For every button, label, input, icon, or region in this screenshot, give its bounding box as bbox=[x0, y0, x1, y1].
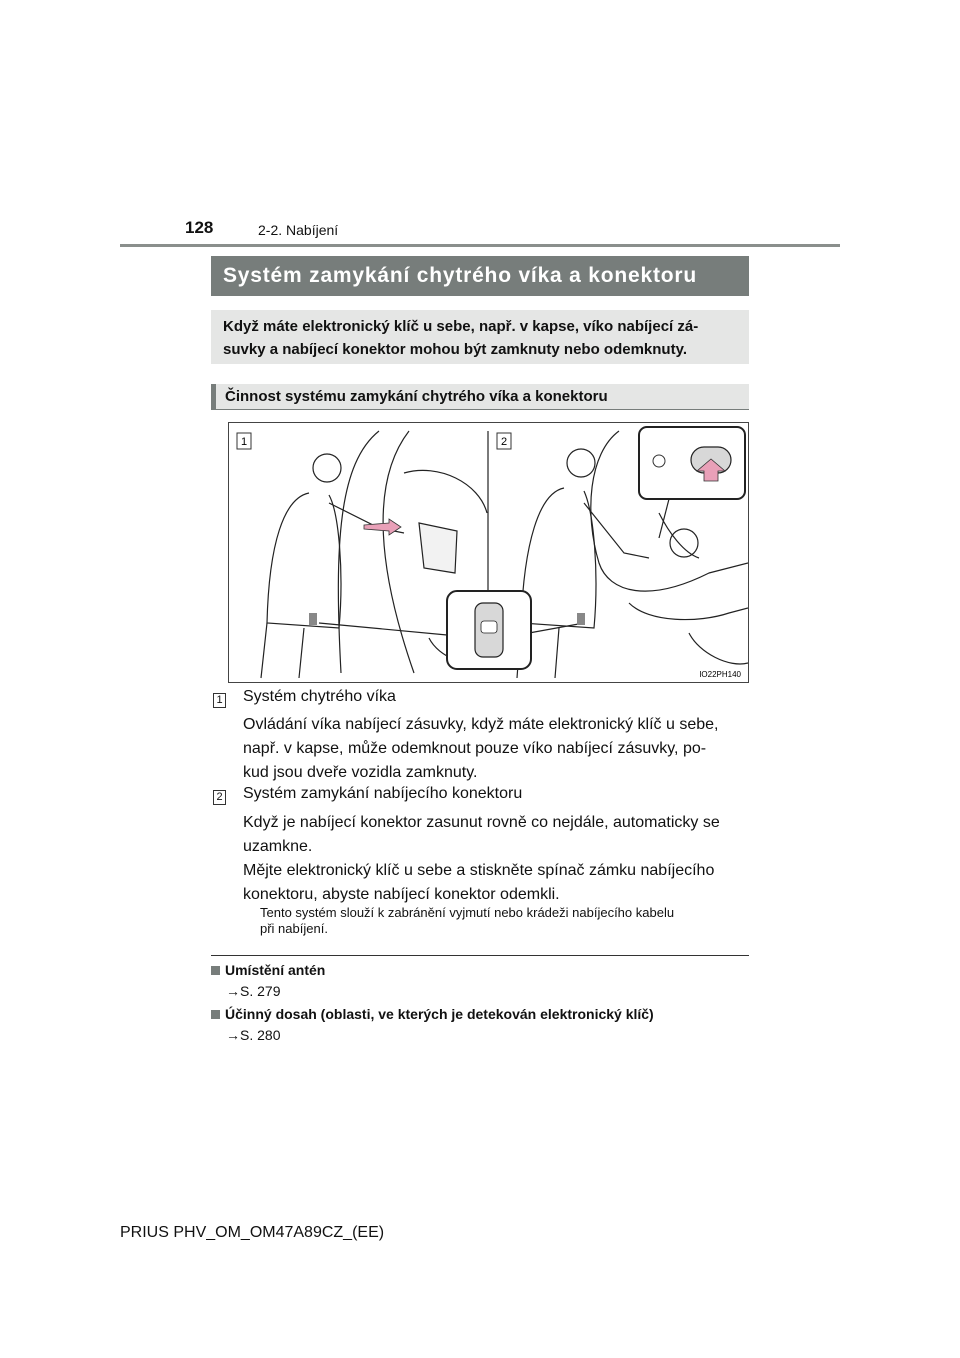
square-bullet-icon bbox=[211, 1010, 220, 1019]
item-1-line-1: Ovládání víka nabíjecí zásuvky, když máte elektronický klíč u sebe, bbox=[243, 716, 719, 733]
item-number-1: 1 bbox=[213, 693, 226, 708]
item-number-2: 2 bbox=[213, 790, 226, 805]
bullet-2-title: Účinný dosah (oblasti, ve kterých je detekován elektronický klíč) bbox=[225, 1006, 654, 1022]
intro-line-1: Když máte elektronický klíč u sebe, např. v kapse, víko nabíjecí zá- bbox=[223, 318, 699, 335]
item-2-text bbox=[243, 811, 745, 907]
bullet-2-ref[interactable]: →S. 280 bbox=[226, 1027, 281, 1043]
item-2-badge bbox=[213, 787, 226, 805]
item-2-title: Systém zamykání nabíjecího konektoru bbox=[243, 785, 523, 802]
page-title: Systém zamykání chytrého víka a konektoru bbox=[211, 256, 749, 296]
item-2-note bbox=[260, 905, 748, 937]
item-2-line-4: konektoru, abyste nabíjecí konektor odemkli. bbox=[243, 886, 560, 903]
item-1-text bbox=[243, 713, 745, 785]
square-bullet-icon bbox=[211, 966, 220, 975]
bullet-1-title: Umístění antén bbox=[225, 962, 326, 978]
intro-box bbox=[211, 310, 749, 364]
note-line-1: Tento systém slouží k zabránění vyjmutí nebo krádeži nabíjecího kabelu bbox=[260, 905, 675, 920]
item-2-line-1: Když je nabíjecí konektor zasunut rovně co nejdále, automaticky se bbox=[243, 814, 720, 831]
header-rule bbox=[120, 244, 840, 247]
footer-doc-id: PRIUS PHV_OM_OM47A89CZ_(EE) bbox=[120, 1224, 385, 1241]
subheading: Činnost systému zamykání chytrého víka a konektoru bbox=[211, 384, 749, 410]
figure-code: IO22PH140 bbox=[699, 670, 741, 679]
intro-line-2: suvky a nabíjecí konektor mohou být zamknuty nebo odemknuty. bbox=[223, 341, 687, 358]
item-2-line-2: uzamkne. bbox=[243, 838, 313, 855]
bullet-2 bbox=[211, 1006, 654, 1022]
section-divider bbox=[211, 955, 749, 956]
figure-label-2: 2 bbox=[500, 436, 508, 448]
item-2-line-3: Mějte elektronický klíč u sebe a stiskněte spínač zámku nabíjecího bbox=[243, 862, 715, 879]
bullet-1 bbox=[211, 962, 325, 978]
bullet-1-ref[interactable]: →S. 279 bbox=[226, 983, 281, 999]
item-1-title: Systém chytrého víka bbox=[243, 688, 396, 705]
item-1-badge bbox=[213, 690, 226, 708]
section-label: 2-2. Nabíjení bbox=[258, 222, 339, 238]
item-1-line-2: např. v kapse, může odemknout pouze víko nabíjecí zásuvky, po- bbox=[243, 740, 707, 757]
note-line-2: při nabíjení. bbox=[260, 921, 328, 936]
figure-label-1: 1 bbox=[240, 436, 248, 448]
item-1-line-3: kud jsou dveře vozidla zamknuty. bbox=[243, 764, 478, 781]
illustration bbox=[229, 423, 748, 682]
page-number: 128 bbox=[185, 218, 214, 237]
illustration-figure bbox=[228, 422, 749, 683]
